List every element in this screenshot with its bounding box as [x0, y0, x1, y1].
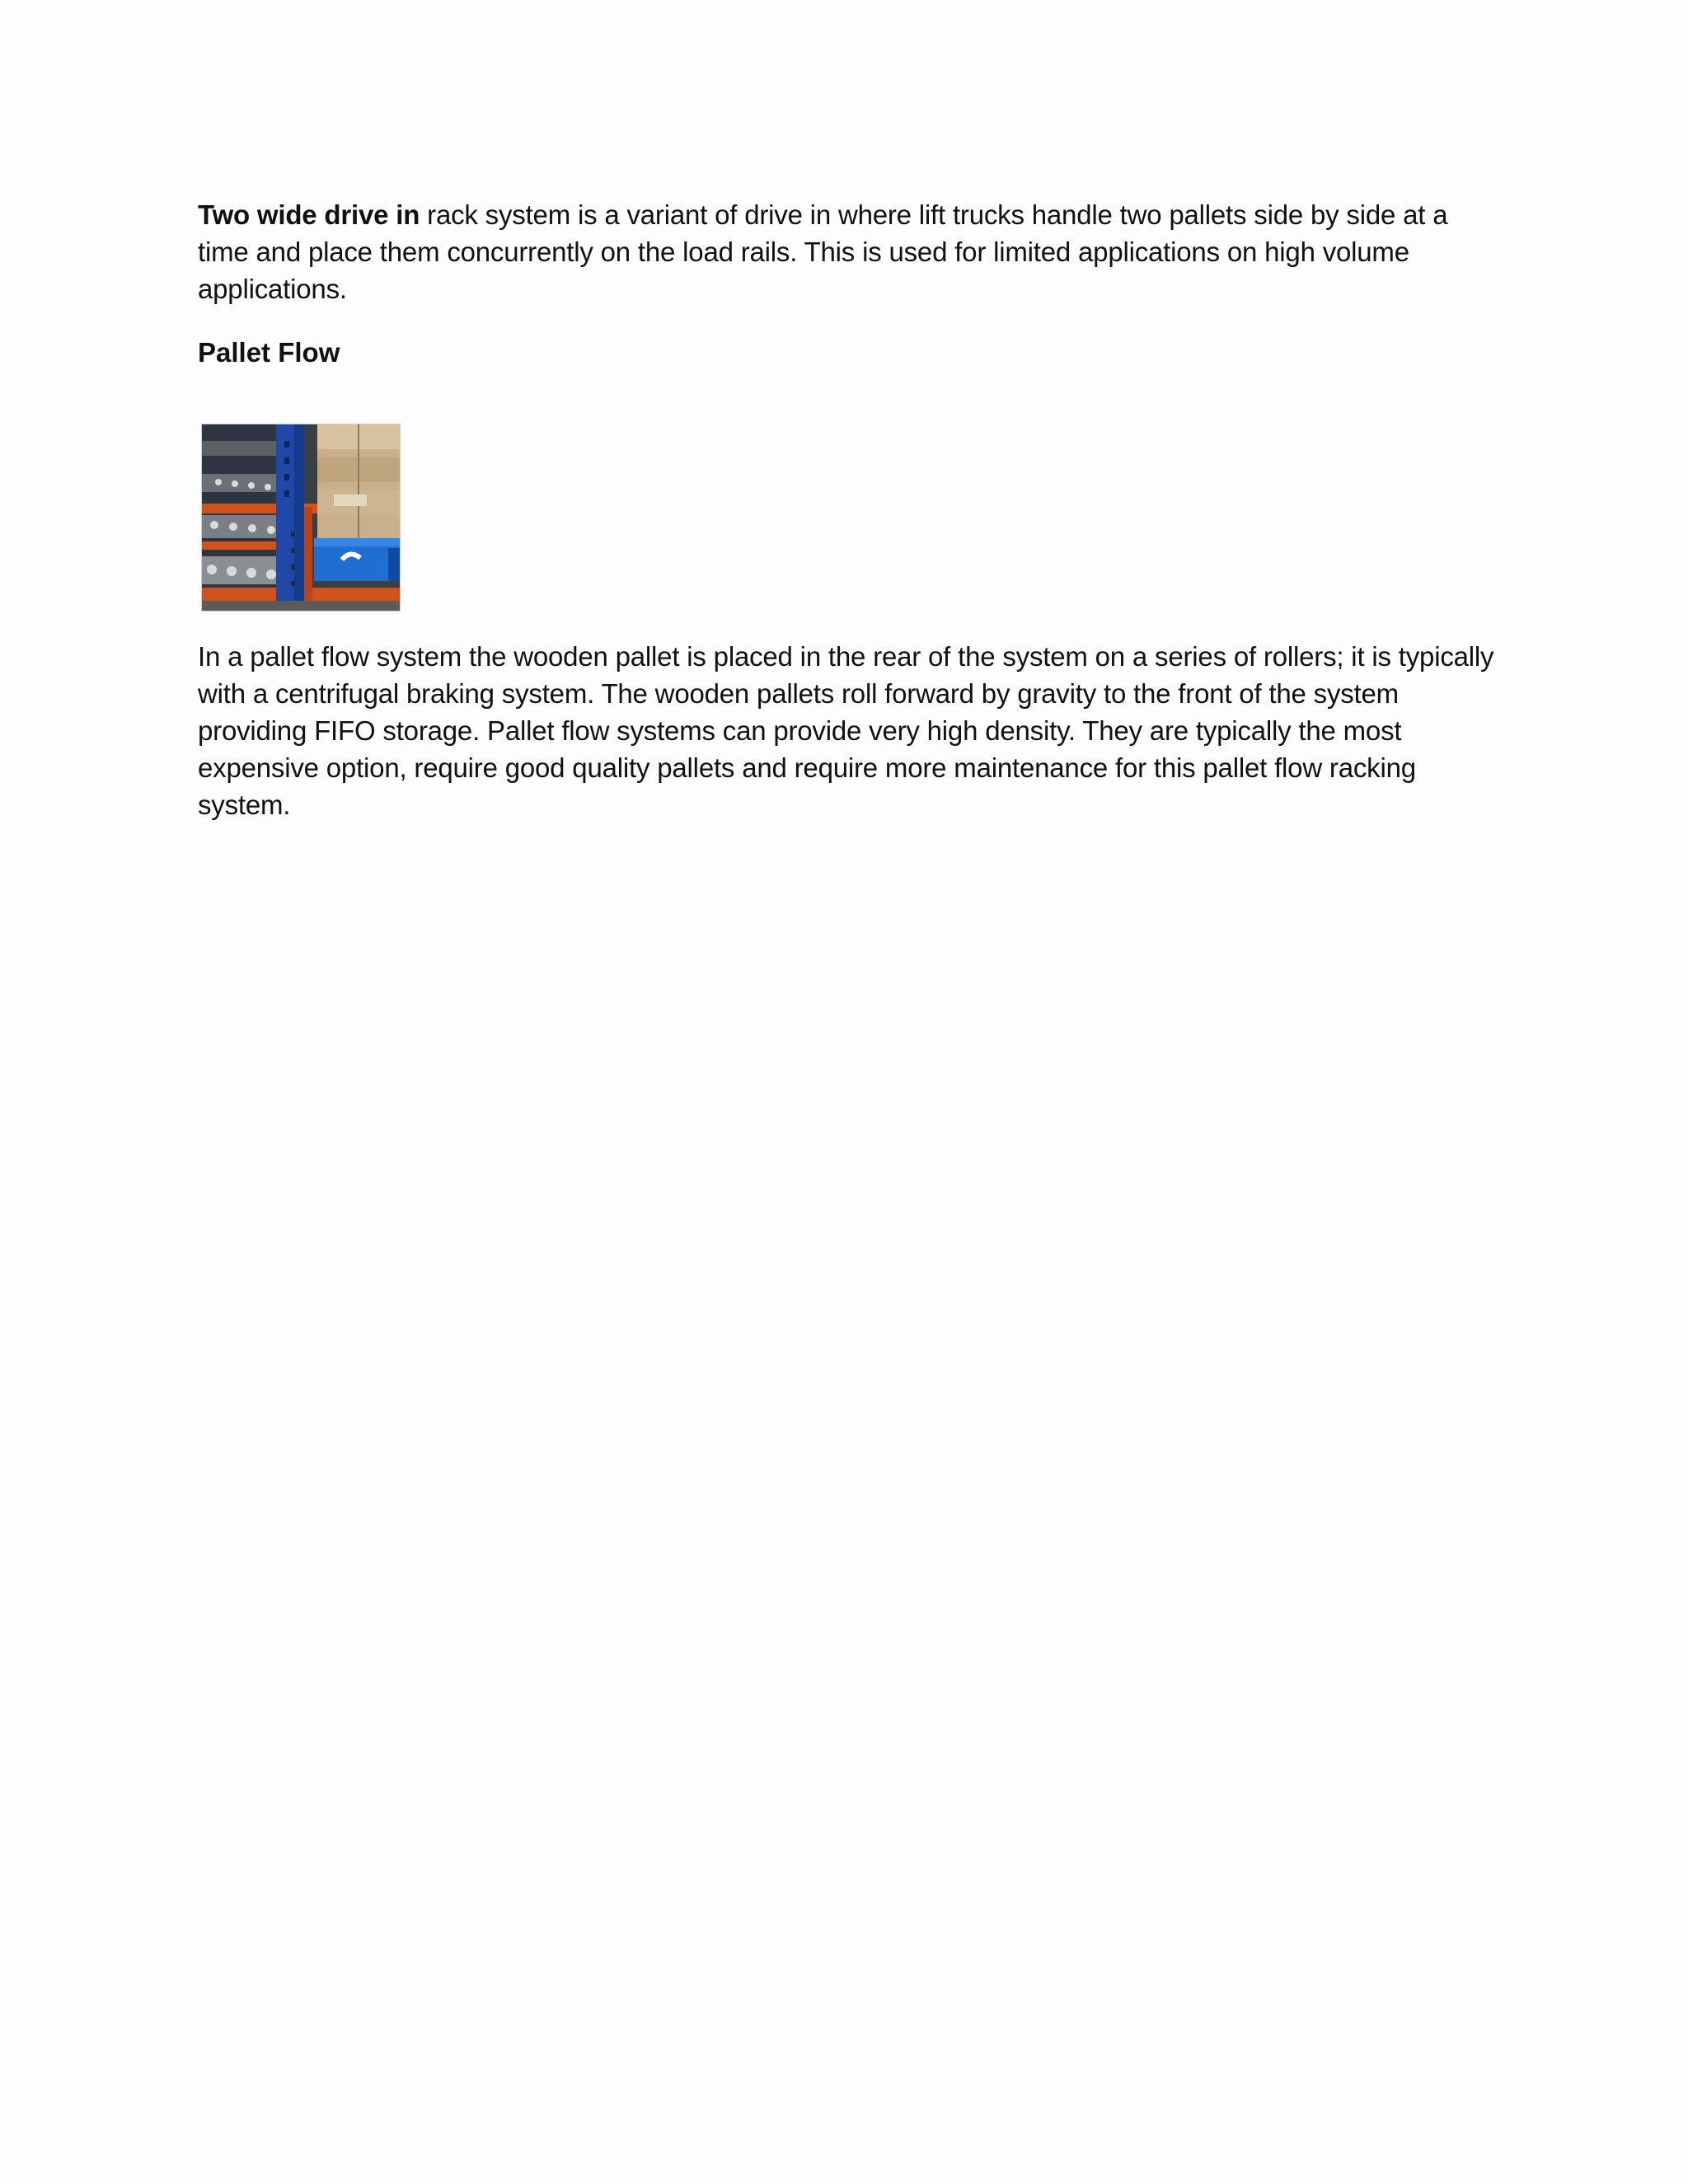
boxes-load — [317, 424, 400, 540]
document-page — [198, 196, 1500, 823]
intro-paragraph — [198, 196, 1500, 307]
intro-text: rack system is a variant of drive in where lift trucks handle two pallets side by side at a time and place them concurrently on the load rails. This is used for limited applications on high volume applications. — [198, 199, 1448, 304]
intro-bold-lead: Two wide drive in — [198, 199, 420, 230]
pallet-flow-paragraph: In a pallet flow system the wooden pallet is placed in the rear of the system on a series of rollers; it is typically with a centrifugal braking system. The wooden pallets roll forward by gravity to the front of the system providing FIFO storage. Pallet flow systems can provide very high density. They are typically the most expensive option, require good quality pallets and require more maintenance for this pallet flow racking system. — [198, 641, 1494, 820]
blue-pallet — [314, 538, 400, 581]
blue-upright — [276, 424, 304, 611]
pallet-flow-image — [201, 424, 401, 612]
section-heading: Pallet Flow — [198, 337, 340, 368]
